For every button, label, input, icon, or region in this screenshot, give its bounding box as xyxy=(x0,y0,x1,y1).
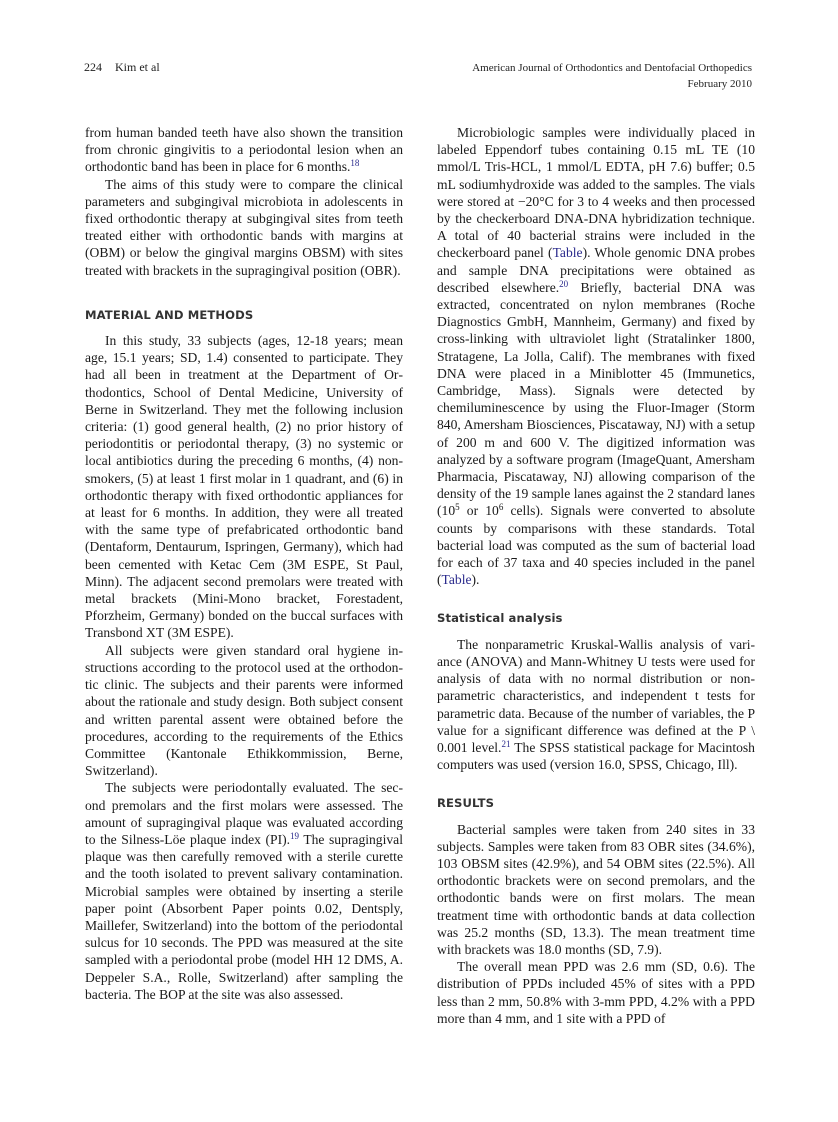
running-header-right xyxy=(472,60,752,92)
running-header-left xyxy=(84,60,160,75)
reference-18[interactable]: 18 xyxy=(350,158,360,169)
left-column xyxy=(85,124,403,1003)
micro-text-a: Microbiologic samples were individually placed in labeled Eppendorf tubes containing 0.15 mL TE (10 mmol/L Tris-HCL, 1 mmol/L EDTA, pH 7.6) buffer; 0.5 mL sodiumhydroxide was added to the samples. The vials were stored at −20°C for 3 to 4 weeks and then processed by the checkerboard DNA-DNA hybridization technique. A total of 40 bacterial strains were included in the checkerboard panel ( xyxy=(437,125,755,261)
right-column xyxy=(437,124,755,1027)
statistics-paragraph xyxy=(437,636,755,774)
microbiology-paragraph xyxy=(437,124,755,588)
intro-paragraph-1 xyxy=(85,124,403,176)
exponent-6: 6 xyxy=(498,502,504,513)
table-link[interactable]: Table xyxy=(441,572,472,588)
intro-paragraph-2: The aims of this study were to compare the clinical parameters and subgingival microbiota in adolescents in fixed orthodontic therapy at subgingival sites from teeth treated either with orthodontic bands with margins at (OBM) or below the gingival margins OBSM) with sites treated with brackets in the supragingival position (OBR). xyxy=(85,176,403,278)
methods-paragraph-3-text-a: The subjects were periodontally evaluated. The second premolars and the first molars were assessed. The amount of supragingival plaque was evaluated according to the Silness-Löe plaque index (PI). xyxy=(85,780,403,847)
section-heading-statistical-analysis: Statistical analysis xyxy=(437,611,563,626)
reference-21[interactable]: 21 xyxy=(501,738,511,749)
stats-text-a: The nonparametric Kruskal-Wallis analysis of variance (ANOVA) and Mann-Whitney U tests were used for analysis of data with no normal distribution or nonparametric characteristics, and independent t tests for parametric data. Because of the number of variables, the P value for a significant difference was defined at the P \ 0.001 level. xyxy=(437,636,755,755)
reference-20[interactable]: 20 xyxy=(559,278,569,289)
micro-text-c: Briefly, bacterial DNA was extracted, concentrated on nylon membranes (Roche Diagnostics GmbH, Mannheim, Germany) and fixed by cross-linking with ultraviolet light (Stratalinker 1800, Stratagene, La Jolla, Calif). The membranes with fixed DNA were placed in a Miniblotter 45 (Immunetics, Cambridge, Mass). Signals were detected by chemiluminescence by using the Fluor-Imager (Storm 840, Amersham Biosciences, Piscataway, NJ) with a setup of 200 m and 600 V. The digitized information was analyzed by a software program (ImageQuant, Amersham Pharmacia, Piscataway, NJ) allowing comparison of the density of the 19 sample lanes against the 2 standard lanes (10 xyxy=(437,279,755,519)
methods-paragraph-1: In this study, 33 subjects (ages, 12-18 years; mean age, 15.1 years; SD, 1.4) consented to participate. They had all been in treatment at the Department of Orthodontics, School of Dental Medicine, University of Berne in Switzerland. They met the following inclusion criteria: (1) good general health, (2) no prior history of periodontitis or periodontal therapy, (3) no systemic or local antibiotics during the preceding 6 months, (4) non-smokers, (5) at least 1 first molar in 1 quadrant, and (6) in orthodontic therapy with fixed orthodontic appliances for at least for 6 months. In addition, they were all treated with the same type of prefabricated orthodontic band (Dentaform, Dentaurum, Ispringen, Germany), which had been cemented with Ketac Cem (3M ESPE, St Paul, Minn). The adjacent second premolars were treated with metal brackets (Mini-Mono bracket, Forestadent, Pforzheim, Germany) bonded on the buccal surfaces with Transbond XT (3M ESPE). xyxy=(85,333,403,641)
exponent-5: 5 xyxy=(455,502,460,513)
micro-text-b: ). Whole genomic DNA probes and sample DNA precipitations were obtained as described elsewhere. xyxy=(437,245,755,295)
intro-paragraph-1-text: from human banded teeth have also shown the transition from chronic gingivitis to a periodontal lesion when an orthodontic band has been in place for 6 months. xyxy=(85,125,403,175)
methods-paragraph-3 xyxy=(85,779,403,1003)
section-heading-results: RESULTS xyxy=(437,796,495,811)
results-paragraph-2: The overall mean PPD was 2.6 mm (SD, 0.6). The distribution of PPDs included 45% of sites with a PPD less than 2 mm, 50.8% with 3-mm PPD, 4.2% with a PPD more than 4 mm, and 1 site with a PPD of xyxy=(437,959,755,1026)
author-line: Kim et al xyxy=(115,60,160,74)
micro-text-e: ). xyxy=(471,572,480,588)
micro-text-d: cells). Signals were converted to absolute counts by comparisons with these standards. Total bacterial load was computed as the sum of bacterial load for each of 37 taxa and 40 species included in the panel ( xyxy=(437,503,755,588)
results-paragraph-1: Bacterial samples were taken from 240 sites in 33 subjects. Samples were taken from 83 OBR sites (34.6%), 103 OBSM sites (42.9%), and 54 OBM sites (22.5%). All orthodontic brackets were on second premolars, and the orthodontic bands were on first molars. The mean treatment time with orthodontic bands at data collection was 25.2 months (SD, 13.3). The mean treatment time with brackets was 18.0 months (SD, 7.9). xyxy=(437,821,755,957)
methods-paragraph-2: All subjects were given standard oral hygiene instructions according to the protocol used at the orthodontic clinic. The subjects and their parents were informed about the rationale and study design. Both subject consent and written parental assent were obtained before the procedures, according to the requirements of the Ethics Committee (Kantonale Ethikkommission, Berne, Switzerland). xyxy=(85,642,403,779)
table-link[interactable]: Table xyxy=(552,245,583,261)
micro-text-or: or 10 xyxy=(459,503,499,519)
issue-date: February 2010 xyxy=(687,78,752,90)
stats-text-b: The SPSS statistical package for Macintosh computers was used (version 16.0, SPSS, Chicago, Ill). xyxy=(437,739,755,773)
section-heading-methods: MATERIAL AND METHODS xyxy=(85,307,254,322)
journal-title: American Journal of Orthodontics and Dentofacial Orthopedics xyxy=(472,62,752,74)
page-number: 224 xyxy=(84,60,102,74)
reference-19[interactable]: 19 xyxy=(290,830,300,841)
methods-paragraph-3-text-b: The supragingival plaque was then carefully removed with a sterile curette and the tooth isolated to prevent salivary contamination. Microbial samples were obtained by inserting a sterile paper point (Absorbent Paper points 0.02, Dentsply, Maillefer, Switzerland) into the bottom of the periodontal sulcus for 10 seconds. The PPD was measured at the site sampled with a periodontal probe (model HH 12 DMS, A. Deppeler S.A., Rolle, Switzerland) after sampling the bacteria. The BOP at the site was also assessed. xyxy=(85,831,403,1002)
